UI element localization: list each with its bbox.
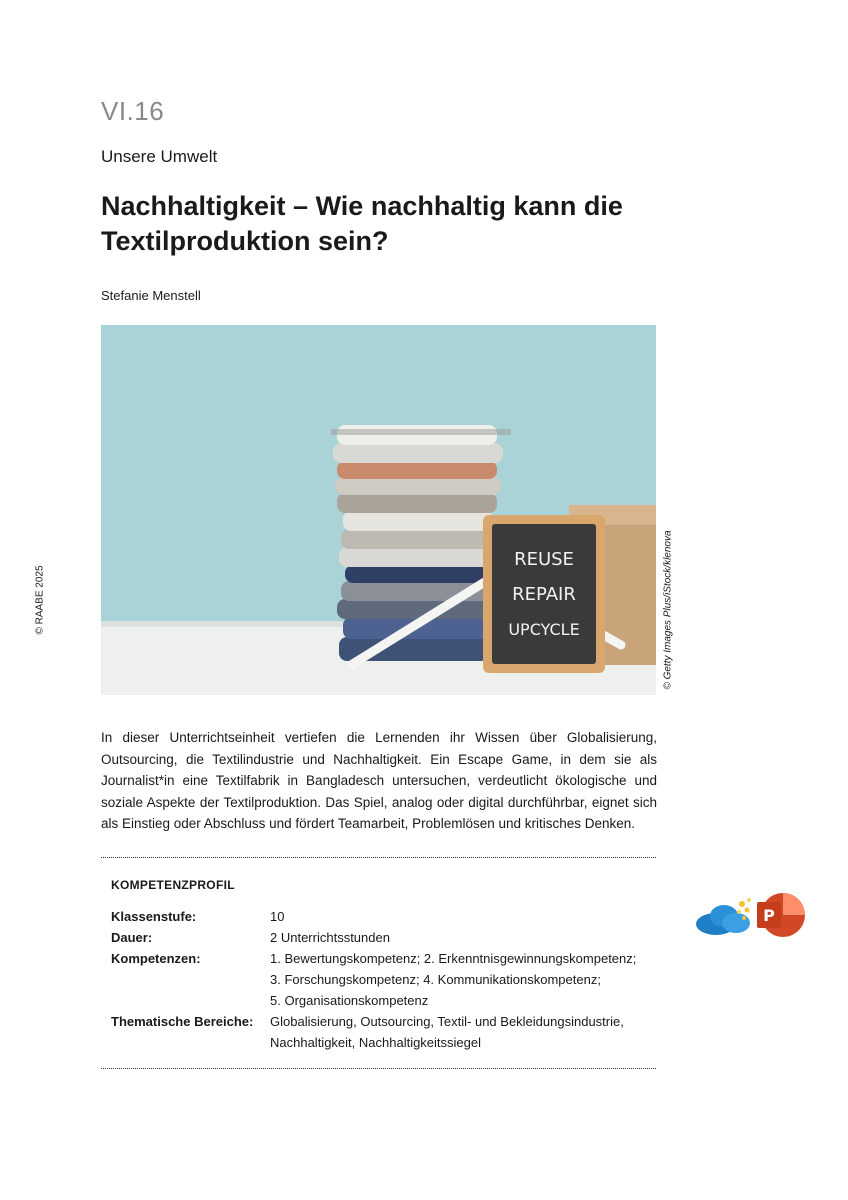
title-line-2: Textilproduktion sein?	[101, 226, 389, 256]
sign-line-3: UPCYCLE	[508, 620, 580, 639]
media-icons	[694, 888, 806, 943]
value-line: Nachhaltigkeit, Nachhaltigkeitssiegel	[270, 1035, 482, 1050]
sign-line-1: REUSE	[514, 549, 574, 570]
value-line: Globalisierung, Outsourcing, Textil- und Bekleidungsindustrie,	[270, 1014, 624, 1029]
copyright-vertical	[30, 560, 50, 640]
svg-text:P: P	[763, 906, 775, 925]
row-label-thematische-bereiche: Thematische Bereiche:	[111, 1014, 254, 1029]
row-label-klassenstufe: Klassenstufe:	[111, 909, 197, 924]
profile-heading: KOMPETENZPROFIL	[111, 878, 235, 892]
intro-paragraph: In dieser Unterrichtseinheit vertiefen die Lernenden ihr Wissen über Globalisierung, Outsourcing, die Textilindustrie und Nachhaltigkeit. Ein Escape Game, in dem sie als Journalist*in eine Textilfabrik in Bangladesch untersuchen, verdeutlicht ökologische und soziale Aspekte der Textilproduktion. Das Spiel, analog oder digital durchführbar, eignet sich als Einstieg oder Abschluss und fördert Teamarbeit, Problemlösen und kritisches Denken.	[101, 730, 657, 832]
page-title	[101, 189, 661, 259]
unit-number: VI.16	[101, 96, 165, 126]
copyright-text: © RAABE 2025	[34, 565, 46, 635]
row-label-dauer: Dauer:	[111, 930, 153, 945]
photo-credit-vertical	[660, 520, 676, 700]
row-label-kompetenzen: Kompetenzen:	[111, 951, 201, 966]
row-value-kompetenzen	[270, 948, 670, 1011]
row-value-klassenstufe	[270, 906, 670, 927]
author: Stefanie Menstell	[101, 288, 201, 303]
value-line: 5. Organisationskompetenz	[270, 993, 429, 1008]
photo-credit-text: © Getty Images Plus/iStock/klenova	[662, 530, 674, 690]
media-icons-svg	[694, 888, 806, 943]
section-label: Unsere Umwelt	[101, 147, 218, 166]
divider-top	[101, 857, 656, 858]
cloud-icon	[696, 898, 751, 935]
chalkboard-sign	[483, 515, 605, 673]
title-line-1: Nachhaltigkeit – Wie nachhaltig kann die	[101, 191, 623, 221]
sign-line-2: REPAIR	[512, 584, 576, 605]
divider-bottom	[101, 1068, 656, 1069]
clothes-stack-illustration	[101, 325, 656, 695]
cover-photo	[101, 325, 656, 695]
powerpoint-icon	[757, 893, 805, 937]
row-value-thematische-bereiche	[270, 1011, 670, 1053]
row-value-dauer	[270, 927, 670, 948]
value-line: 10	[270, 909, 285, 924]
value-line: 1. Bewertungskompetenz; 2. Erkenntnisgewinnungskompetenz;	[270, 951, 637, 966]
value-line: 3. Forschungskompetenz; 4. Kommunikationskompetenz;	[270, 972, 601, 987]
value-line: 2 Unterrichtsstunden	[270, 930, 390, 945]
